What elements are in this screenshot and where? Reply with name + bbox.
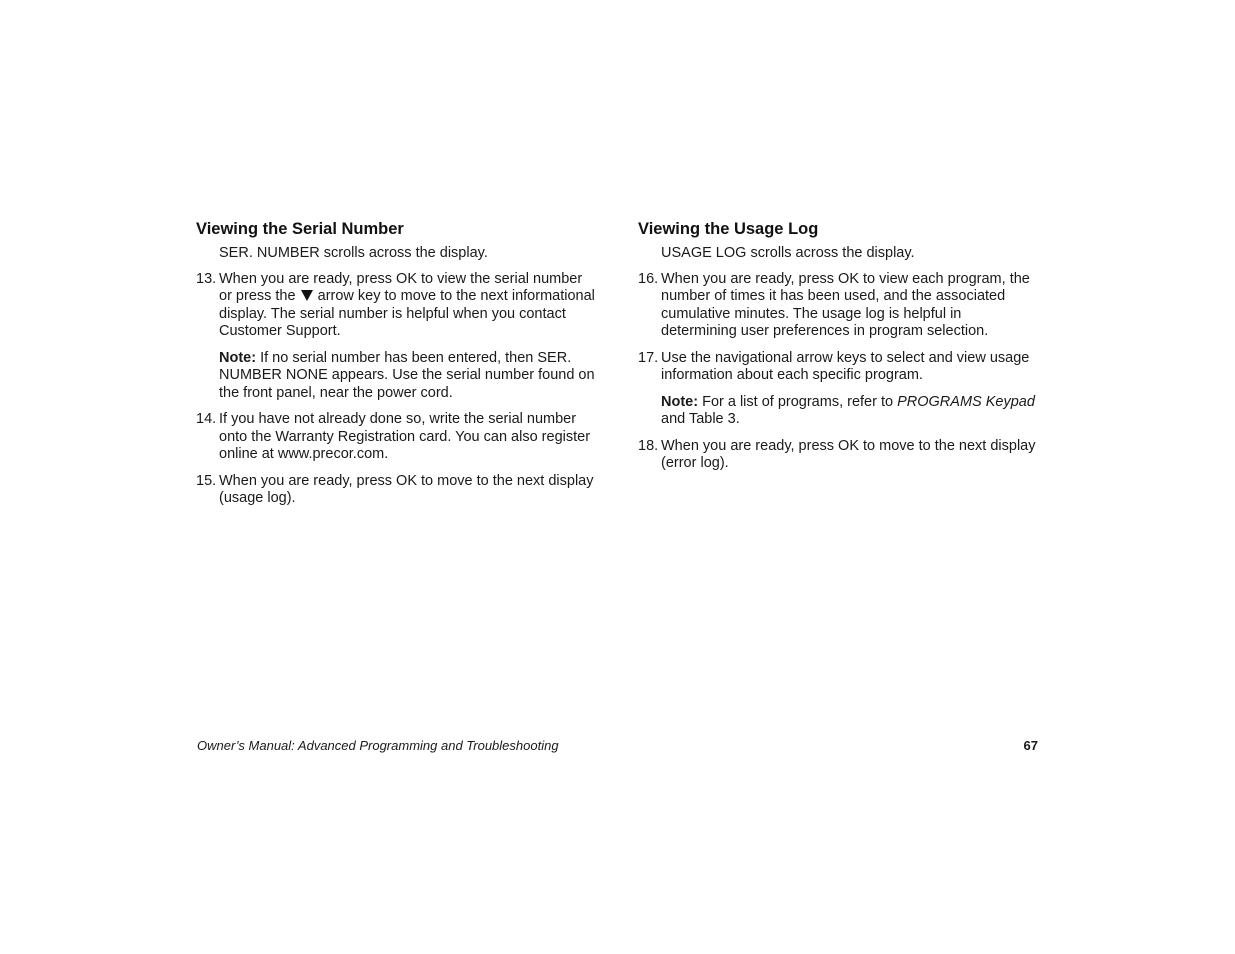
step-17 [638, 350, 1040, 385]
step-text: When you are ready, press OK to view the serial number or press the [219, 270, 583, 304]
step-13 [196, 271, 598, 341]
step-text: arrow key to move to the next informational display. The serial number is helpful when you contact Customer Support. [219, 288, 595, 339]
note-serial-number [219, 350, 598, 403]
note-text: If no serial number has been entered, then SER. NUMBER NONE appears. Use the serial number found on the front panel, near the power cord. [219, 349, 595, 401]
step-14 [196, 411, 598, 464]
note-label: Note: [661, 393, 699, 410]
step-number: 13. [196, 270, 217, 287]
intro-text: SER. NUMBER scrolls across the display. [219, 245, 488, 261]
note-programs [661, 394, 1040, 429]
intro-text: USAGE LOG scrolls across the display. [661, 245, 915, 261]
note-text: For a list of programs, refer to [702, 393, 894, 410]
step-text: When you are ready, press OK to view each program, the number of times it has been used, and the associated cumulative minutes. The usage log is helpful in determining user preferences in program selection. [661, 270, 1030, 339]
step-number: 14. [196, 411, 217, 427]
step-number: 17. [638, 349, 659, 366]
step-number: 15. [196, 472, 217, 489]
step-text: If you have not already done so, write the serial number onto the Warranty Registration card. You can also register online at www.precor.com. [219, 411, 591, 462]
section-heading-usage-log: Viewing the Usage Log [638, 220, 819, 238]
note-text: and Table 3. [661, 411, 740, 427]
step-16 [638, 271, 1040, 341]
left-column [196, 218, 598, 517]
step-number: 18. [638, 437, 659, 454]
step-text: When you are ready, press OK to move to the next display (error log). [661, 437, 1036, 471]
step-number: 16. [638, 270, 659, 287]
step-text: When you are ready, press OK to move to the next display (usage log). [219, 472, 594, 506]
page-number: 67 [1023, 738, 1038, 753]
footer-title: Owner’s Manual: Advanced Programming and Troubleshooting [197, 738, 559, 753]
down-arrow-icon [301, 290, 313, 301]
step-text: Use the navigational arrow keys to select and view usage information about each specific program. [661, 349, 1030, 383]
page-footer [197, 737, 1038, 754]
step-15 [196, 473, 598, 508]
step-18 [638, 438, 1040, 473]
note-label: Note: [219, 349, 257, 366]
section-heading-serial-number: Viewing the Serial Number [196, 220, 404, 238]
note-italic-reference: PROGRAMS Keypad [897, 393, 1035, 410]
right-column [638, 218, 1040, 482]
